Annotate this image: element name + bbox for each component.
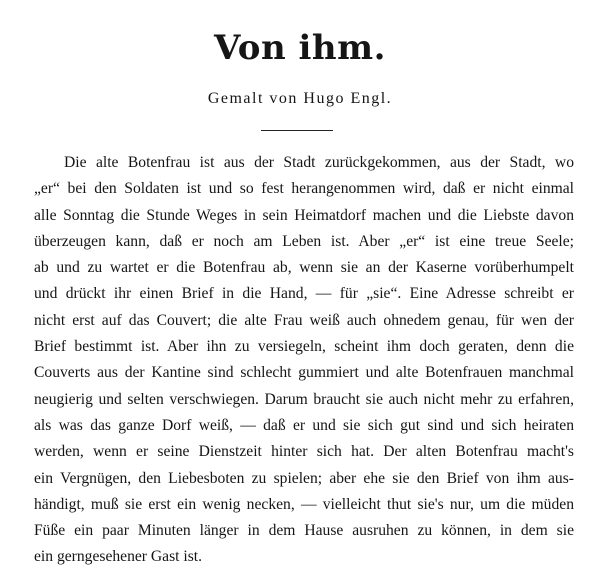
paragraph-line: und drückt ihr einen Brief in die Hand, — für „sie“. Eine Adresse schreibt er xyxy=(34,285,574,303)
paragraph-line: Brief bestimmt ist. Aber ihn zu versiegeln, scheint ihm doch geraten, denn die xyxy=(34,338,574,356)
paragraph-line: werden, wenn er seine Dienstzeit hinter sich hat. Der alten Botenfrau macht's xyxy=(34,443,574,461)
paragraph-line: Couverts aus der Kantine sind schlecht gummiert und alte Botenfrauen manchmal xyxy=(34,364,574,382)
title-divider xyxy=(261,130,333,131)
paragraph-line: ein Vergnügen, den Liebesboten zu spielen; aber ehe sie den Brief von ihm aus- xyxy=(34,469,574,487)
paragraph-line: überzeugen kann, daß er noch am Leben ist. Aber „er“ ist eine treue Seele; xyxy=(34,232,574,250)
paragraph-line: nicht erst auf das Couvert; die alte Frau weiß auch ohnedem genau, für wen der xyxy=(34,311,574,329)
paragraph-line: ein gerngesehener Gast ist. xyxy=(34,548,203,566)
paragraph-line: Füße ein paar Minuten länger in dem Hause ausruhen zu können, in dem sie xyxy=(34,522,574,540)
paragraph-line: als was das ganze Dorf weiß, — daß er und sie sich gut sind und sich heiraten xyxy=(34,416,574,434)
paragraph-line: ab und zu wartet er die Botenfrau ab, wenn sie an der Kaserne vorüberhumpelt xyxy=(34,259,574,277)
story-title: Von ihm. xyxy=(214,28,386,68)
paragraph-line: „er“ bei den Soldaten ist und so fest herangenommen wird, daß er nicht einmal xyxy=(34,180,574,198)
paragraph-line: händigt, muß sie erst ein wenig necken, — vielleicht thut sie's nur, um die müden xyxy=(34,495,574,513)
story-byline: Gemalt von Hugo Engl. xyxy=(207,90,393,107)
paragraph-line: neugierig und selten verschwiegen. Darum braucht sie auch nicht mehr zu erfahren, xyxy=(34,390,574,408)
paragraph-line: alle Sonntag die Stunde Weges in sein Heimatdorf machen und die Liebste davon xyxy=(34,206,574,224)
story-paragraph xyxy=(34,150,574,571)
paragraph-line: Die alte Botenfrau ist aus der Stadt zurückgekommen, aus der Stadt, wo xyxy=(64,154,574,171)
